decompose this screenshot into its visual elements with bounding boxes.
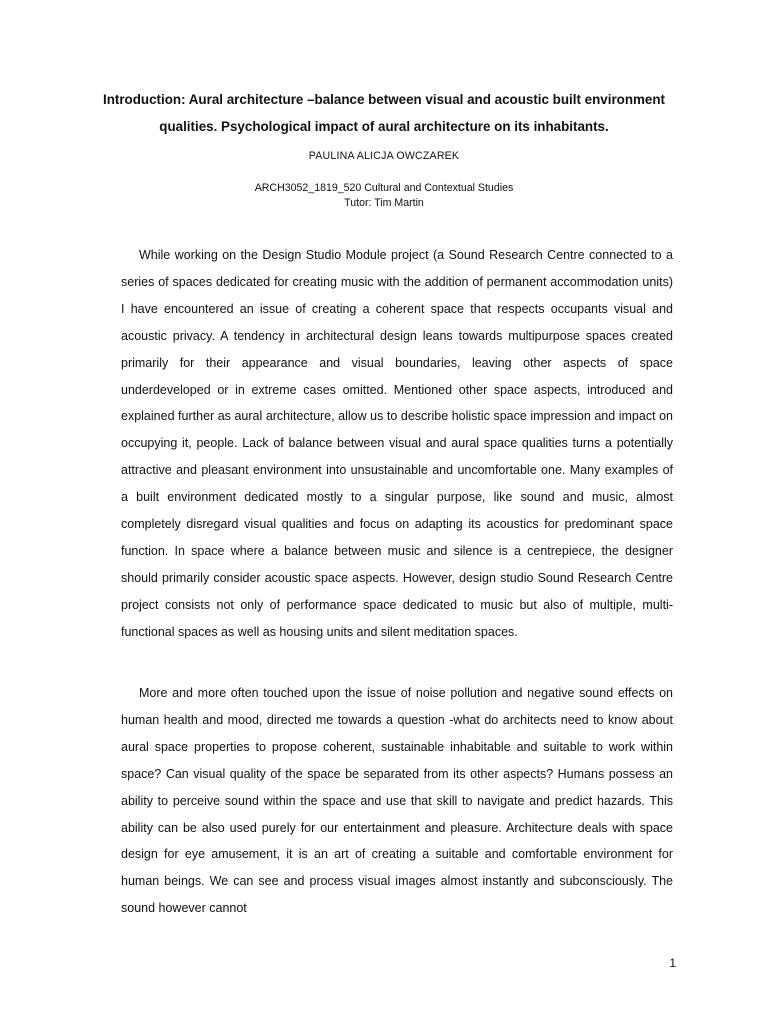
- page-number: 1: [669, 956, 676, 970]
- course-info: [0, 181, 768, 211]
- body-paragraph-1: While working on the Design Studio Module project (a Sound Research Centre connected to a series of spaces dedicated for creating music with the addition of permanent accommodation units) I have encountered an issue of creating a coherent space that respects occupants visual and acoustic privacy. A tendency in architectural design leans towards multipurpose spaces created primarily for their appearance and visual boundaries, leaving other aspects of space underdeveloped or in extreme cases omitted. Mentioned other space aspects, introduced and explained further as aural architecture, allow us to describe holistic space impression and impact on occupying it, people. Lack of balance between visual and aural space qualities turns a potentially attractive and pleasant environment into unsustainable and uncomfortable one. Many examples of a built environment dedicated mostly to a singular purpose, like sound and music, almost completely disregard visual qualities and focus on adapting its acoustics for predominant space function. In space where a balance between music and silence is a centrepiece, the designer should primarily consider acoustic space aspects. However, design studio Sound Research Centre project consists not only of performance space dedicated to music but also of multiple, multi-functional spaces as well as housing units and silent meditation spaces.: [121, 248, 673, 639]
- author-name: PAULINA ALICJA OWCZAREK: [308, 150, 460, 162]
- body-paragraph-2: More and more often touched upon the issue of noise pollution and negative sound effects on human health and mood, directed me towards a question -what do architects need to know about aural space properties to propose coherent, sustainable inhabitable and suitable to work within space? Can visual quality of the space be separated from its other aspects? Humans possess an ability to perceive sound within the space and use that skill to navigate and predict hazards. This ability can be also used purely for our entertainment and pleasure. Architecture deals with space design for eye amusement, it is an art of creating a suitable and comfortable environment for human beings. We can see and process visual images almost instantly and subconsciously. The sound however cannot: [121, 686, 673, 916]
- course-code: ARCH3052_1819_520 Cultural and Contextual Studies: [254, 182, 514, 194]
- tutor-name: Tutor: Tim Martin: [344, 197, 424, 209]
- document-title: Introduction: Aural architecture –balance between visual and acoustic built environment qualities. Psychological impact of aural architecture on its inhabitants.: [102, 92, 666, 134]
